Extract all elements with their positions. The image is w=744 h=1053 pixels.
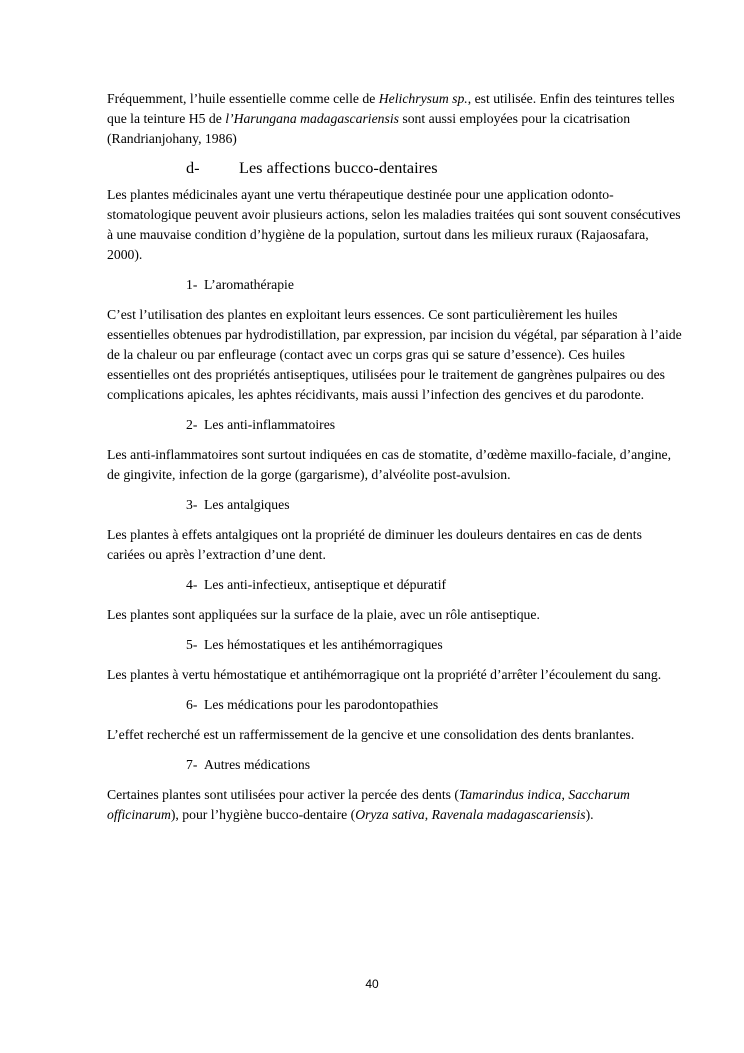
species-ravenala: Ravenala madagascariensis (431, 807, 586, 822)
subheading-number: 6- (186, 697, 198, 712)
subheading-title: L’aromathérapie (204, 277, 294, 292)
species-oryza: Oryza sativa (355, 807, 425, 822)
intro-species-2: l’Harungana madagascariensis (225, 111, 399, 126)
subheading-title: Les anti-inflammatoires (204, 417, 336, 432)
section-paragraph: Les plantes médicinales ayant une vertu thérapeutique destinée pour une application odonto-stomatologique peuvent avoir plusieurs actions, selon les maladies traitées qui sont souvent consécutives à une mauvaise condition d’hygiène de la population, surtout dans les milieux ruraux (Rajaosafara, 2000). (107, 187, 681, 262)
section-heading (107, 157, 682, 179)
paragraph-7 (107, 785, 682, 825)
paragraph-1: C’est l’utilisation des plantes en exploitant leurs essences. Ce sont particulièrement les huiles essentielles obtenues par hydrodistillation, par expression, par incision du végétal, par séparation à l’aide de la chaleur ou par enfleurage (contact avec un corps gras qui se sature d’essence). Ces huiles essentielles ont des propriétés antiseptiques, utilisées pour le traitement de gangrènes pulpaires ou des complications apicales, les aphtes récidivants, mais aussi l’infection des gencives et du parodonte. (107, 307, 682, 402)
section-letter: d- (186, 158, 200, 177)
species-tamarindus: Tamarindus indica (458, 787, 562, 802)
subheading-number: 5- (186, 637, 198, 652)
subheading-number: 7- (186, 757, 198, 772)
paragraph-6: L’effet recherché est un raffermissement de la gencive et une consolidation des dents branlantes. (107, 727, 635, 742)
subheading-5 (186, 635, 682, 655)
paragraph-7-text-5: ). (585, 807, 594, 822)
intro-text-3: sont aussi employées pour la cicatrisation (Randrianjohany, 1986) (107, 111, 631, 146)
paragraph-2: Les anti-inflammatoires sont surtout indiquées en cas de stomatite, d’œdème maxillo-faciale, d’angine, de gingivite, infection de la gorge (gargarisme), d’alvéolite post-avulsion. (107, 447, 672, 482)
paragraph-4: Les plantes sont appliquées sur la surface de la plaie, avec un rôle antiseptique. (107, 607, 540, 622)
subheading-number: 2- (186, 417, 198, 432)
intro-species-1: Helichrysum sp. (378, 91, 468, 106)
section-title: Les affections bucco-dentaires (239, 158, 438, 177)
subheading-title: Autres médications (204, 757, 311, 772)
paragraph-7-text-2: , (561, 787, 569, 802)
subheading-7 (186, 755, 682, 775)
species-saccharum: Saccharum officinarum (107, 787, 630, 822)
page-number: 40 (365, 977, 379, 991)
subheading-title: Les antalgiques (204, 497, 290, 512)
subheading-6 (186, 695, 682, 715)
subheading-1 (186, 275, 682, 295)
paragraph-5: Les plantes à vertu hémostatique et antihémorragique ont la propriété d’arrêter l’écoulement du sang. (107, 667, 662, 682)
page-body (107, 89, 682, 825)
paragraph-7-text-4: , (424, 807, 432, 822)
paragraph-3: Les plantes à effets antalgiques ont la propriété de diminuer les douleurs dentaires en cas de dents cariées ou après l’extraction d’une dent. (107, 527, 642, 562)
subheading-3 (186, 495, 682, 515)
paragraph-7-text-3: ), pour l’hygiène bucco-dentaire ( (170, 807, 356, 822)
subheading-number: 3- (186, 497, 198, 512)
subheading-title: Les médications pour les parodontopathies (204, 697, 439, 712)
subheading-2 (186, 415, 682, 435)
paragraph-7-text-1: Certaines plantes sont utilisées pour activer la percée des dents ( (107, 787, 459, 802)
subheading-4 (186, 575, 682, 595)
subheading-title: Les anti-infectieux, antiseptique et dépuratif (204, 577, 447, 592)
subheading-number: 4- (186, 577, 198, 592)
intro-text-1: Fréquemment, l’huile essentielle comme celle de (107, 91, 379, 106)
subheading-title: Les hémostatiques et les antihémorragiques (204, 637, 443, 652)
intro-paragraph (107, 89, 682, 149)
intro-text-2: , est utilisée. Enfin des teintures telles que la teinture H5 de (107, 91, 675, 126)
subheading-number: 1- (186, 277, 198, 292)
